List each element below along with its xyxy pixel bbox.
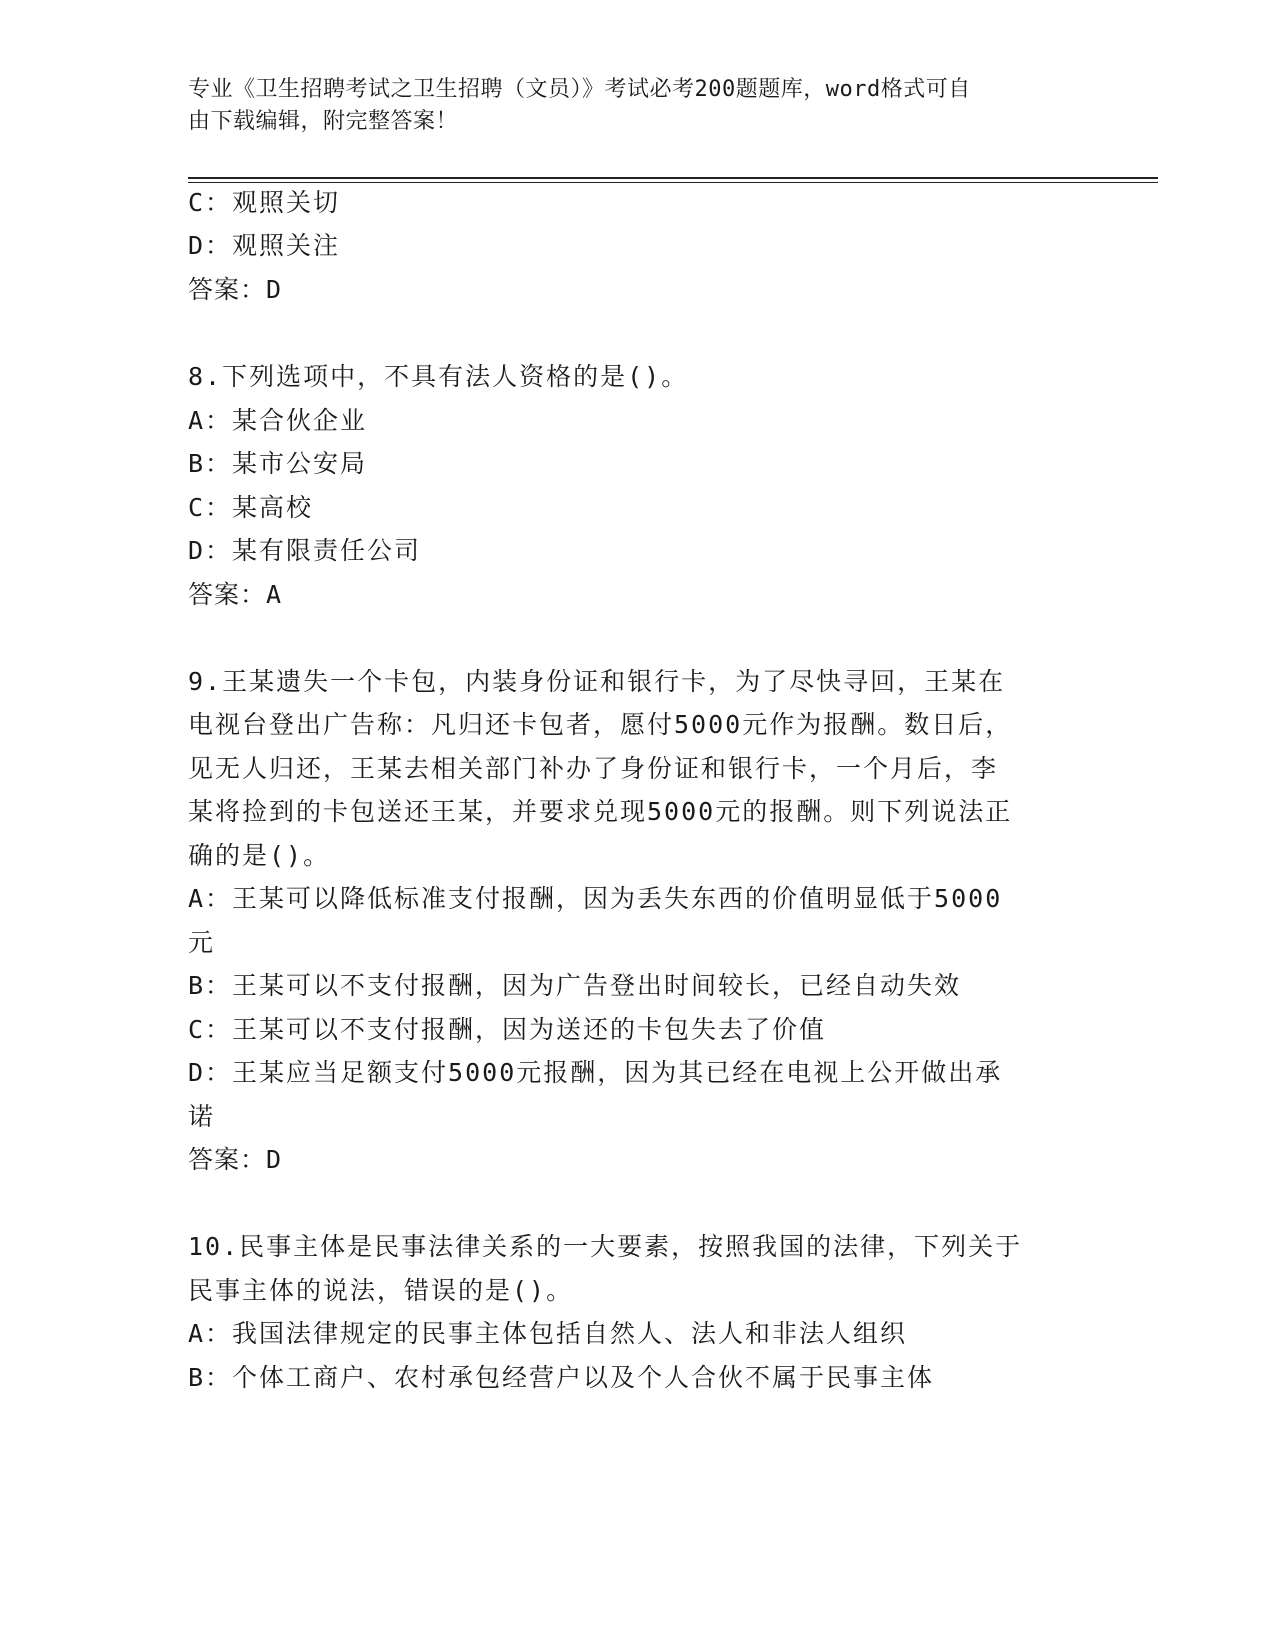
- q8-option-a: A：某合伙企业: [188, 406, 368, 435]
- q7-option-c: C：观照关切: [188, 188, 341, 217]
- q10-stem-line-2: 民事主体的说法，错误的是()。: [188, 1276, 574, 1305]
- q9-option-c: C：王某可以不支付报酬，因为送还的卡包失去了价值: [188, 1015, 827, 1044]
- header-title-line-2: 由下载编辑，附完整答案！: [188, 109, 459, 134]
- q8-answer: 答案：A: [188, 580, 283, 609]
- q9-stem-line-2: 电视台登出广告称：凡归还卡包者，愿付5000元作为报酬。数日后，: [188, 710, 1013, 739]
- q10-option-b: B：个体工商户、农村承包经营户以及个人合伙不属于民事主体: [188, 1363, 935, 1392]
- q9-option-d-line-1: D：王某应当足额支付5000元报酬，因为其已经在电视上公开做出承: [188, 1058, 1003, 1087]
- q10-stem-line-1: 10.民事主体是民事法律关系的一大要素，按照我国的法律，下列关于: [188, 1232, 1023, 1261]
- q8-option-b: B：某市公安局: [188, 449, 368, 478]
- q9-stem-line-5: 确的是()。: [188, 841, 331, 870]
- q9-option-a-line-2: 元: [188, 928, 216, 957]
- header-divider-thin: [188, 182, 1158, 183]
- q7-answer: 答案：D: [188, 275, 283, 304]
- header-title-line-1: 专业《卫生招聘考试之卫生招聘（文员）》考试必考200题题库，word格式可自: [188, 77, 971, 102]
- q8-option-d: D：某有限责任公司: [188, 536, 422, 565]
- q9-stem-line-3: 见无人归还，王某去相关部门补办了身份证和银行卡，一个月后，李: [188, 754, 999, 783]
- q9-stem-line-1: 9.王某遗失一个卡包，内装身份证和银行卡，为了尽快寻回，王某在: [188, 667, 1006, 696]
- q9-answer: 答案：D: [188, 1145, 283, 1174]
- q9-option-d-line-2: 诺: [188, 1102, 216, 1131]
- q9-option-a-line-1: A：王某可以降低标准支付报酬，因为丢失东西的价值明显低于5000: [188, 884, 1003, 913]
- header-divider-thick: [188, 177, 1158, 179]
- q8-option-c: C：某高校: [188, 493, 314, 522]
- q7-option-d: D：观照关注: [188, 231, 341, 260]
- document-header: [188, 74, 1068, 138]
- q9-stem-line-4: 某将捡到的卡包送还王某，并要求兑现5000元的报酬。则下列说法正: [188, 797, 1013, 826]
- q9-option-b: B：王某可以不支付报酬，因为广告登出时间较长，已经自动失效: [188, 971, 962, 1000]
- q10-option-a: A：我国法律规定的民事主体包括自然人、法人和非法人组织: [188, 1319, 908, 1348]
- q8-stem: 8.下列选项中，不具有法人资格的是()。: [188, 362, 689, 391]
